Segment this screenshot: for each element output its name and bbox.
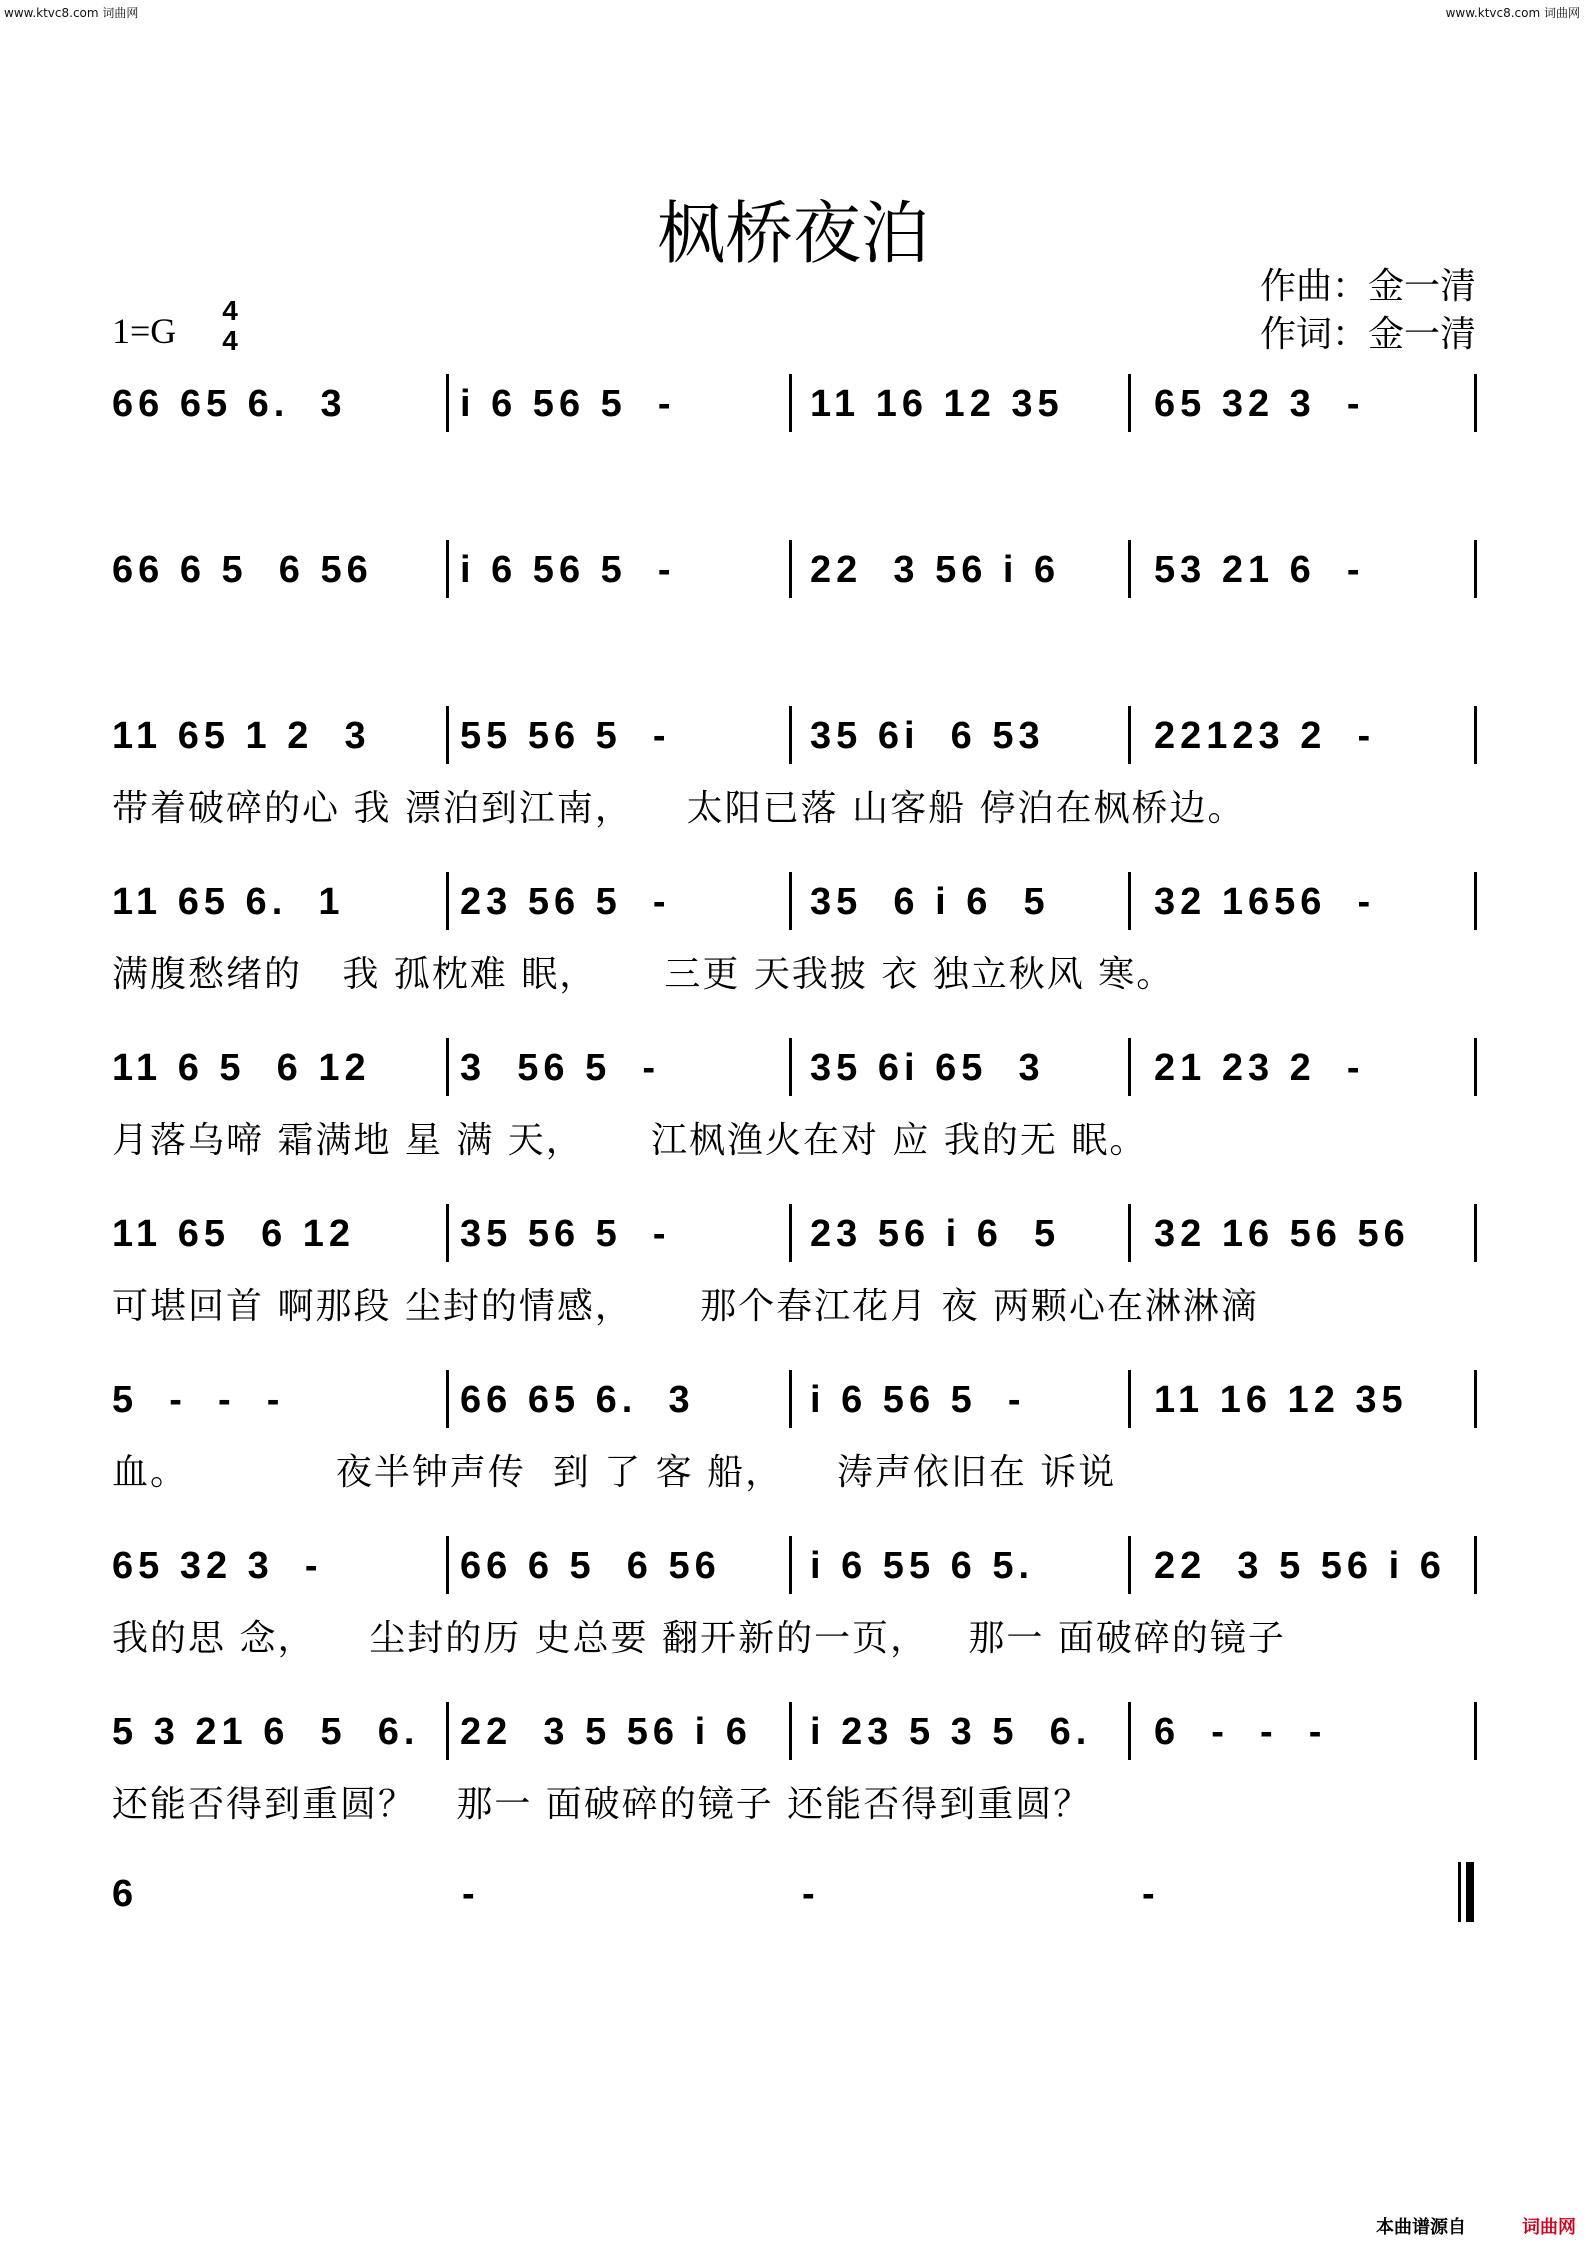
footer-source: 本曲谱源自	[1376, 2217, 1466, 2238]
lyric-line: 带着破碎的心 我 漂泊到江南， 太阳已落 山客船 停泊在枫桥边。	[112, 788, 1246, 829]
lyric-line: 满腹愁绪的 我 孤枕难 眠， 三更 天我披 衣 独立秋风 寒。	[112, 954, 1175, 995]
measure: 11 65 6 12	[112, 1213, 356, 1255]
footer-site-logo: 词曲网	[1522, 2217, 1576, 2238]
measure: i 6 56 5 -	[460, 549, 676, 591]
measure: 11 16 12 35	[1154, 1379, 1408, 1421]
song-title: 枫桥夜泊	[656, 195, 929, 274]
notation-line	[112, 1040, 1476, 1096]
barline	[446, 374, 449, 432]
measure: 22 3 5 56 i 6	[1154, 1545, 1446, 1587]
measure: 66 65 6. 3	[460, 1379, 695, 1421]
measure: i 6 55 6 5.	[810, 1545, 1035, 1587]
barline	[1128, 1038, 1131, 1096]
measure: i 6 56 5 -	[460, 383, 676, 425]
barline	[446, 1536, 449, 1594]
barline	[446, 1370, 449, 1428]
measure: 55 56 5 -	[460, 715, 671, 757]
barline	[1474, 706, 1477, 764]
measure: 23 56 i 6 5	[810, 1213, 1061, 1255]
lyric-line: 还能否得到重圆？ 那一 面破碎的镜子 还能否得到重圆？	[112, 1784, 1092, 1825]
barline	[1474, 1702, 1477, 1760]
measure: -	[802, 1873, 820, 1915]
measure: 11 65 1 2 3	[112, 715, 371, 757]
barline	[789, 1702, 792, 1760]
measure: 35 56 5 -	[460, 1213, 671, 1255]
barline	[446, 540, 449, 598]
barline	[1474, 540, 1477, 598]
barline	[446, 706, 449, 764]
barline	[789, 540, 792, 598]
measure: i 23 5 3 5 6.	[810, 1711, 1092, 1753]
lyric-line: 可堪回首 啊那段 尘封的情感， 那个春江花月 夜 两颗心在淋淋滴	[112, 1286, 1259, 1327]
measure: 6	[112, 1873, 139, 1915]
lyric-line: 我的思 念， 尘封的历 史总要 翻开新的一页， 那一 面破碎的镜子	[112, 1618, 1286, 1659]
measure: 23 56 5 -	[460, 881, 671, 923]
measure: 32 16 56 56	[1154, 1213, 1410, 1255]
notation-line	[112, 1866, 1476, 1922]
notation-line	[112, 1206, 1476, 1262]
barline	[1128, 706, 1131, 764]
measure: 65 32 3 -	[1154, 383, 1365, 425]
barline	[789, 706, 792, 764]
notation-line	[112, 376, 1476, 432]
measure: i 6 56 5 -	[810, 1379, 1026, 1421]
measure: 66 6 5 6 56	[460, 1545, 721, 1587]
lyricist-credit: 作词：金一清	[1259, 314, 1476, 355]
barline	[1128, 872, 1131, 930]
barline	[789, 374, 792, 432]
measure: 11 65 6. 1	[112, 881, 345, 923]
barline	[789, 1038, 792, 1096]
time-signature	[216, 296, 244, 356]
barline	[789, 1204, 792, 1262]
barline	[1474, 1038, 1477, 1096]
barline	[1474, 1536, 1477, 1594]
notation-line	[112, 542, 1476, 598]
measure: 65 32 3 -	[112, 1545, 323, 1587]
notation-line	[112, 708, 1476, 764]
barline	[446, 1702, 449, 1760]
measure: 66 6 5 6 56	[112, 549, 373, 591]
barline	[1128, 374, 1131, 432]
measure: 6 - - -	[1154, 1711, 1327, 1753]
barline	[1128, 1204, 1131, 1262]
barline	[1474, 1370, 1477, 1428]
barline	[789, 1536, 792, 1594]
barline	[1474, 1204, 1477, 1262]
watermark-left: www.ktvc8.com 词曲网	[4, 6, 139, 20]
measure: 22 3 5 56 i 6	[460, 1711, 752, 1753]
barline	[1128, 540, 1131, 598]
time-signature-top: 4	[222, 295, 238, 326]
composer-credit: 作曲：金一清	[1259, 266, 1476, 307]
time-signature-bottom: 4	[222, 325, 238, 356]
measure: 11 6 5 6 12	[112, 1047, 371, 1089]
measure: -	[1142, 1873, 1160, 1915]
measure: 21 23 2 -	[1154, 1047, 1365, 1089]
notation-line	[112, 1704, 1476, 1760]
measure: 5 - - -	[112, 1379, 285, 1421]
key-signature: 1=G	[112, 311, 177, 351]
barline	[789, 1370, 792, 1428]
measure: 35 6 i 6 5	[810, 881, 1050, 923]
lyric-line: 月落乌啼 霜满地 星 满 天， 江枫渔火在对 应 我的无 眠。	[112, 1120, 1148, 1161]
notation-line	[112, 874, 1476, 930]
measure: 35 6i 65 3	[810, 1047, 1045, 1089]
barline	[446, 1204, 449, 1262]
barline	[446, 872, 449, 930]
barline	[789, 872, 792, 930]
barline	[446, 1038, 449, 1096]
watermark-right: www.ktvc8.com 词曲网	[1445, 6, 1580, 20]
measure: 53 21 6 -	[1154, 549, 1365, 591]
measure: 22 3 56 i 6	[810, 549, 1061, 591]
measure: 5 3 21 6 5 6.	[112, 1711, 420, 1753]
notation-line	[112, 1372, 1476, 1428]
measure: 32 1656 -	[1154, 881, 1376, 923]
lyric-line: 血。 夜半钟声传 到 了 客 船， 涛声依旧在 诉说	[112, 1452, 1117, 1493]
measure: 22123 2 -	[1154, 715, 1376, 757]
measure: 3 56 5 -	[460, 1047, 660, 1089]
notation-line	[112, 1538, 1476, 1594]
barline	[1474, 872, 1477, 930]
barline	[1128, 1702, 1131, 1760]
barline	[1128, 1536, 1131, 1594]
barline	[1128, 1370, 1131, 1428]
measure: 35 6i 6 53	[810, 715, 1045, 757]
measure: 11 16 12 35	[810, 383, 1064, 425]
measure: -	[462, 1873, 480, 1915]
measure: 66 65 6. 3	[112, 383, 347, 425]
barline	[1474, 374, 1477, 432]
